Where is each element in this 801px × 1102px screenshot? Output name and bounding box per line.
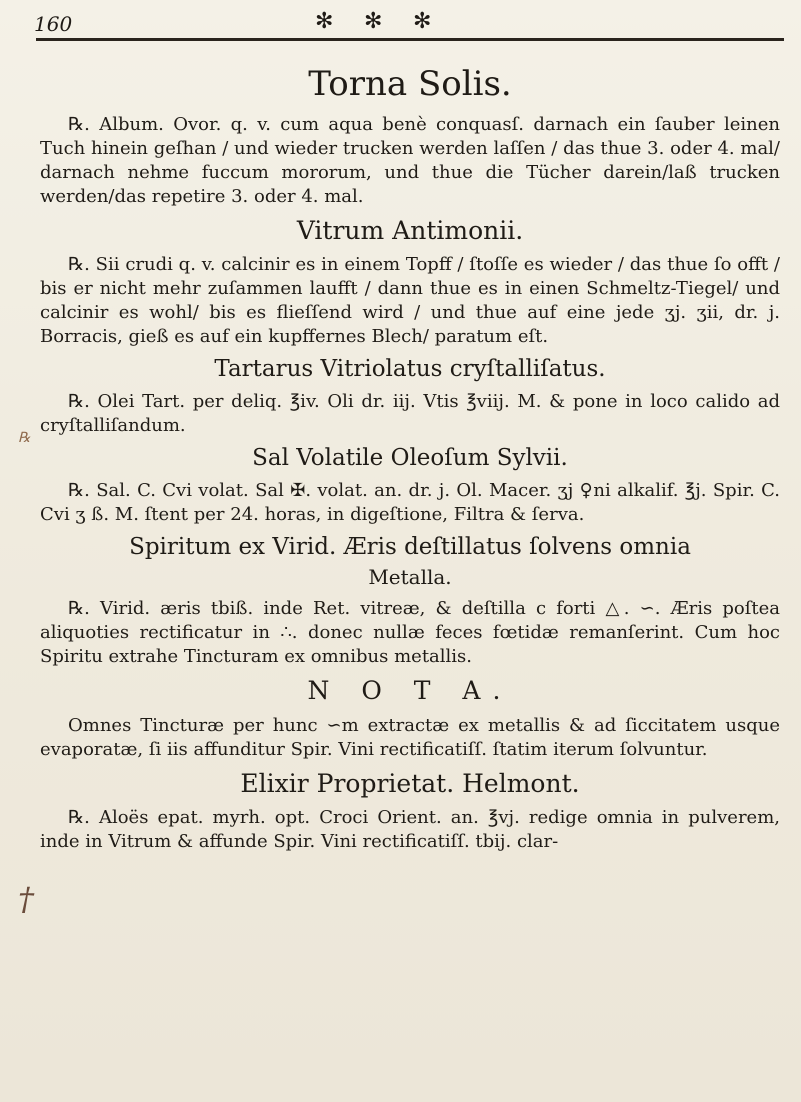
margin-mark-2: † [18, 880, 34, 918]
section-heading-4: Sal Volatile Oleoſum Sylvii. [252, 445, 568, 472]
paragraph-1: ℞. Album. Ovor. q. v. cum aqua benè conquasſ. darnach ein ſauber leinen Tuch hinein geſhan / und wieder trucken werden laſſen / das thue 3. oder 4. mal/ darnach nehme fuccum mororum, und thue die Tücher darein/laß trucken werden/das repetire 3. oder 4. mal. [40, 114, 780, 208]
ornament-2: ✻ [364, 9, 383, 34]
ornament-1: ✻ [315, 9, 334, 34]
page-content [40, 58, 780, 1098]
page-number: 160 [34, 12, 73, 36]
header-rule [36, 38, 784, 41]
paragraph-7: ℞. Aloës epat. myrh. opt. Croci Orient. an. ℥vj. redige omnia in pulverem, inde in Vitrum & affunde Spir. Vini rectificatiſſ. tbij. clar- [40, 806, 780, 852]
paragraph-4: ℞. Sal. C. Cvi volat. Sal ✠. volat. an. dr. j. Ol. Macer. ʒj ♀ni alkalif. ℥j. Spir. C. Cvi ʒ ß. M. ſtent per 24. horas, in digeſtione, Filtra & ſerva. [40, 480, 780, 526]
paragraph-5: ℞. Virid. æris tbiß. inde Ret. vitreæ, & deſtilla c forti △. ∽. Æris poſtea aliquoties rectificatur in ∴. donec nullæ feces fœtidæ remanſerint. Cum hoc Spiritu extrahe Tincturam ex omnibus metallis. [40, 597, 780, 667]
page-title: Torna Solis. [308, 64, 512, 104]
paragraph-3: ℞. Olei Tart. per deliq. ℥iv. Oli dr. iij. Vtis ℥viij. M. & pone in loco calido ad cryſtalliſandum. [40, 391, 780, 437]
section-heading-2: Vitrum Antimonii. [296, 216, 524, 246]
margin-mark-1: ℞ [18, 430, 31, 446]
section-heading-3: Tartarus Vitriolatus cryſtalliſatus. [214, 355, 606, 382]
ornament-3: ✻ [413, 9, 432, 34]
page-header [0, 0, 801, 52]
section-subheading-5: Metalla. [368, 564, 452, 589]
section-heading-7: Elixir Proprietat. Helmont. [240, 769, 580, 799]
paragraph-6: Omnes Tincturæ per hunc ∽m extractæ ex metallis & ad ſiccitatem usque evaporatæ, ſi iis affunditur Spir. Vini rectificatiſſ. ſtatim iterum ſolvuntur. [40, 715, 780, 761]
paragraph-2: ℞. Sii crudi q. v. calcinir es in einem Topff / ſtoſſe es wieder / das thue ſo offt / bis er nicht mehr zuſammen laufft / dann thue es in einen Schmeltz-Tiegel/ und calcinir es wohl/ bis es flieſſend wird / und thue auf eine jede ʒj. ʒii, dr. j. Borracis, gieß es auf ein kupffernes Blech/ paratum eſt. [40, 253, 780, 347]
nota-heading: N O T A. [307, 675, 513, 705]
section-heading-5: Spiritum ex Virid. Æris deſtillatus ſolvens omnia [129, 534, 691, 561]
